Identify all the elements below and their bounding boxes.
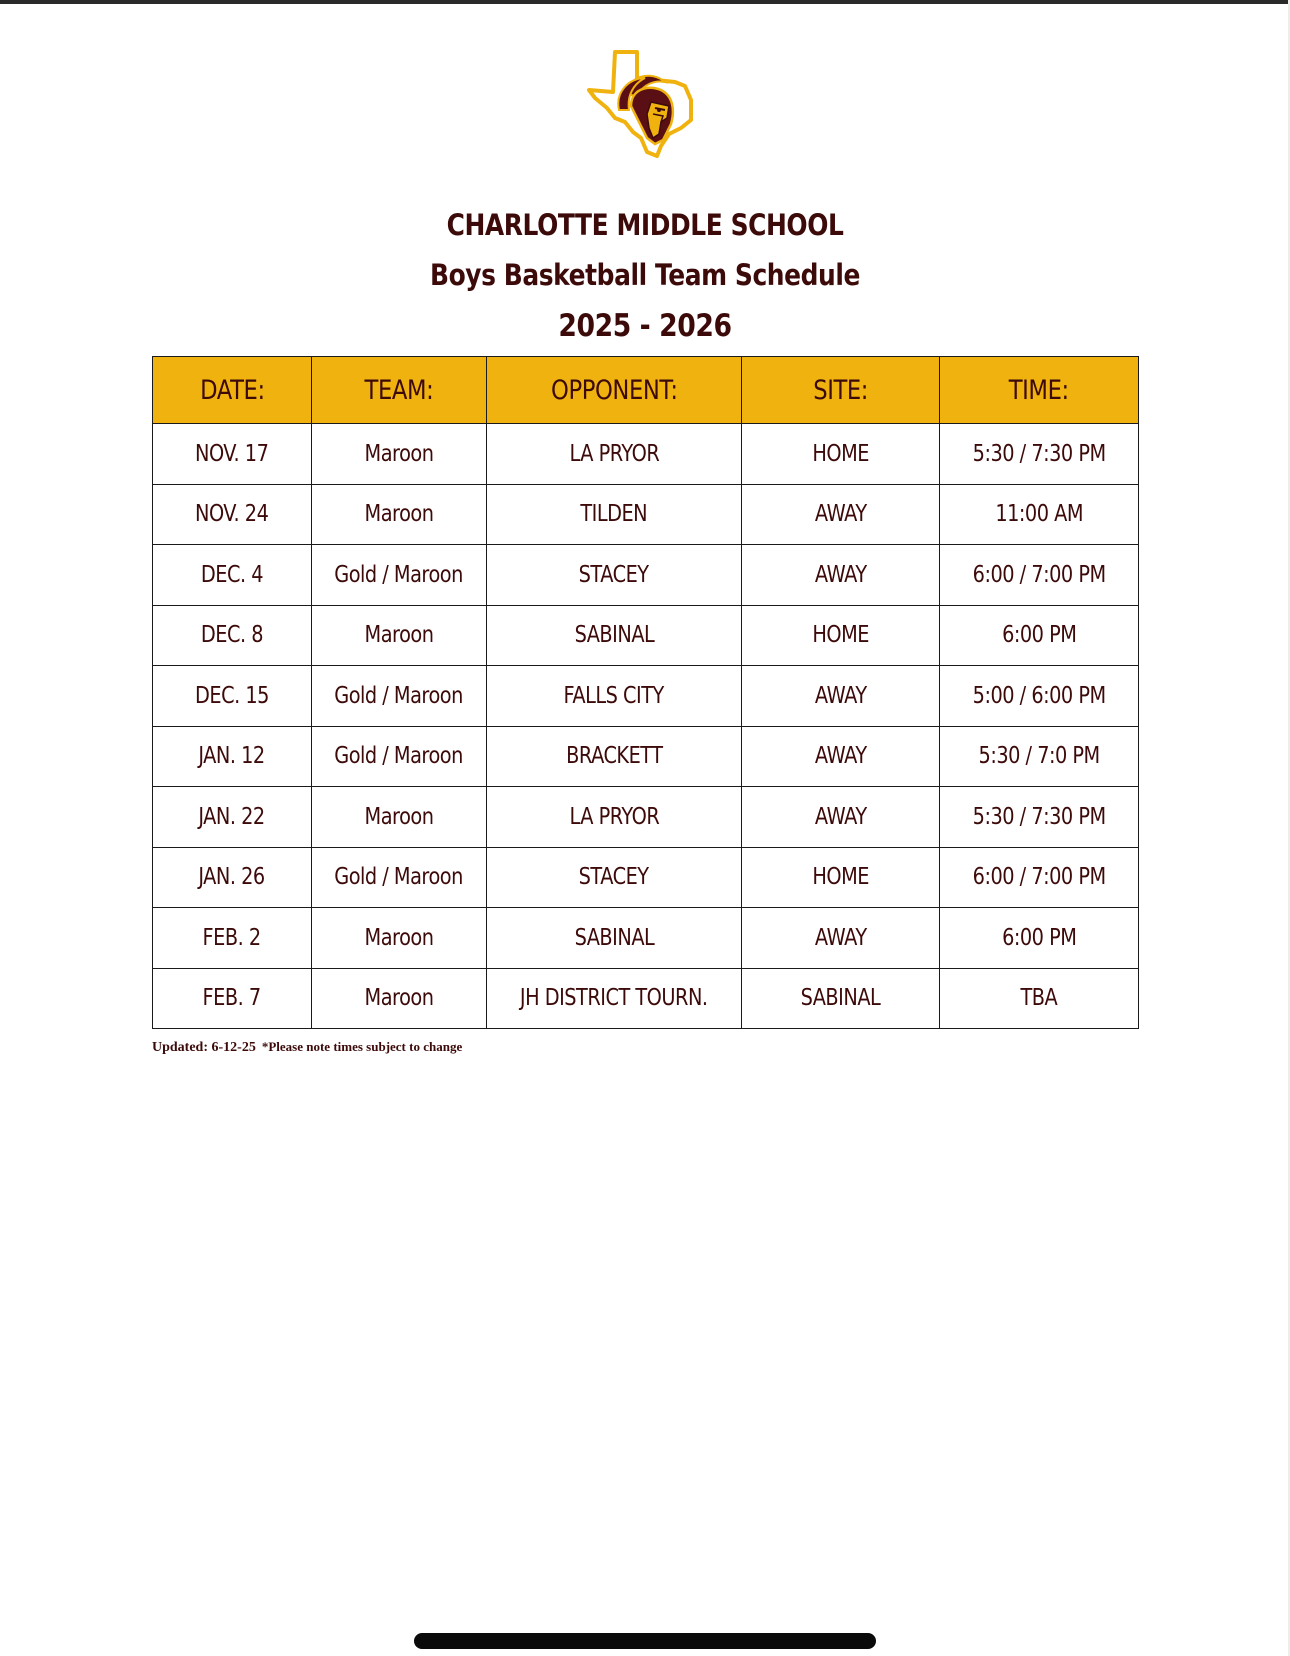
column-header-date: DATE: (153, 357, 312, 424)
opponent-cell: JH DISTRICT TOURN. (487, 968, 742, 1029)
date-cell: FEB. 2 (153, 908, 312, 969)
top-border (0, 0, 1290, 4)
date-cell: NOV. 24 (153, 484, 312, 545)
site-cell: HOME (742, 424, 940, 485)
team-cell: Gold / Maroon (312, 847, 487, 908)
opponent-cell: STACEY (487, 847, 742, 908)
opponent-cell: TILDEN (487, 484, 742, 545)
table-row (153, 424, 1139, 485)
site-cell: AWAY (742, 787, 940, 848)
column-header-team: TEAM: (312, 357, 487, 424)
opponent-cell: LA PRYOR (487, 787, 742, 848)
date-cell: JAN. 26 (153, 847, 312, 908)
schedule-disclaimer: *Please note times subject to change (261, 1039, 463, 1054)
time-cell: 5:00 / 6:00 PM (940, 666, 1139, 727)
date-cell: NOV. 17 (153, 424, 312, 485)
table-row (153, 666, 1139, 727)
schedule-table (152, 356, 1139, 1029)
date-cell: FEB. 7 (153, 968, 312, 1029)
school-logo (585, 48, 705, 158)
schedule-subtitle: Boys Basketball Team Schedule (430, 258, 860, 292)
team-cell: Maroon (312, 787, 487, 848)
table-row (153, 968, 1139, 1029)
updated-date: Updated: 6-12-25 (152, 1040, 256, 1055)
site-cell: HOME (742, 605, 940, 666)
time-cell: 5:30 / 7:0 PM (940, 726, 1139, 787)
table-row (153, 787, 1139, 848)
footnote (152, 1039, 462, 1056)
time-cell: 5:30 / 7:30 PM (940, 424, 1139, 485)
site-cell: HOME (742, 847, 940, 908)
site-cell: AWAY (742, 545, 940, 606)
date-cell: JAN. 12 (153, 726, 312, 787)
team-cell: Gold / Maroon (312, 726, 487, 787)
table-row (153, 726, 1139, 787)
team-cell: Maroon (312, 908, 487, 969)
opponent-cell: SABINAL (487, 908, 742, 969)
date-cell: DEC. 4 (153, 545, 312, 606)
opponent-cell: STACEY (487, 545, 742, 606)
site-cell: AWAY (742, 726, 940, 787)
column-header-time: TIME: (940, 357, 1139, 424)
table-row (153, 605, 1139, 666)
trojan-helmet-texas-logo-icon (585, 48, 705, 158)
home-indicator[interactable] (414, 1633, 876, 1649)
table-header-row (153, 357, 1139, 424)
opponent-cell: LA PRYOR (487, 424, 742, 485)
opponent-cell: SABINAL (487, 605, 742, 666)
team-cell: Maroon (312, 605, 487, 666)
column-header-opponent: OPPONENT: (487, 357, 742, 424)
school-name: CHARLOTTE MIDDLE SCHOOL (446, 208, 844, 242)
time-cell: 6:00 / 7:00 PM (940, 545, 1139, 606)
time-cell: 6:00 / 7:00 PM (940, 847, 1139, 908)
time-cell: 11:00 AM (940, 484, 1139, 545)
date-cell: DEC. 8 (153, 605, 312, 666)
site-cell: AWAY (742, 908, 940, 969)
date-cell: JAN. 22 (153, 787, 312, 848)
team-cell: Gold / Maroon (312, 666, 487, 727)
date-cell: DEC. 15 (153, 666, 312, 727)
team-cell: Maroon (312, 484, 487, 545)
table-row (153, 545, 1139, 606)
opponent-cell: BRACKETT (487, 726, 742, 787)
season-years: 2025 - 2026 (558, 308, 732, 344)
table-row (153, 908, 1139, 969)
time-cell: 5:30 / 7:30 PM (940, 787, 1139, 848)
time-cell: 6:00 PM (940, 605, 1139, 666)
time-cell: 6:00 PM (940, 908, 1139, 969)
team-cell: Gold / Maroon (312, 545, 487, 606)
table-row (153, 484, 1139, 545)
team-cell: Maroon (312, 968, 487, 1029)
opponent-cell: FALLS CITY (487, 666, 742, 727)
table-row (153, 847, 1139, 908)
time-cell: TBA (940, 968, 1139, 1029)
site-cell: AWAY (742, 666, 940, 727)
site-cell: SABINAL (742, 968, 940, 1029)
column-header-site: SITE: (742, 357, 940, 424)
team-cell: Maroon (312, 424, 487, 485)
site-cell: AWAY (742, 484, 940, 545)
